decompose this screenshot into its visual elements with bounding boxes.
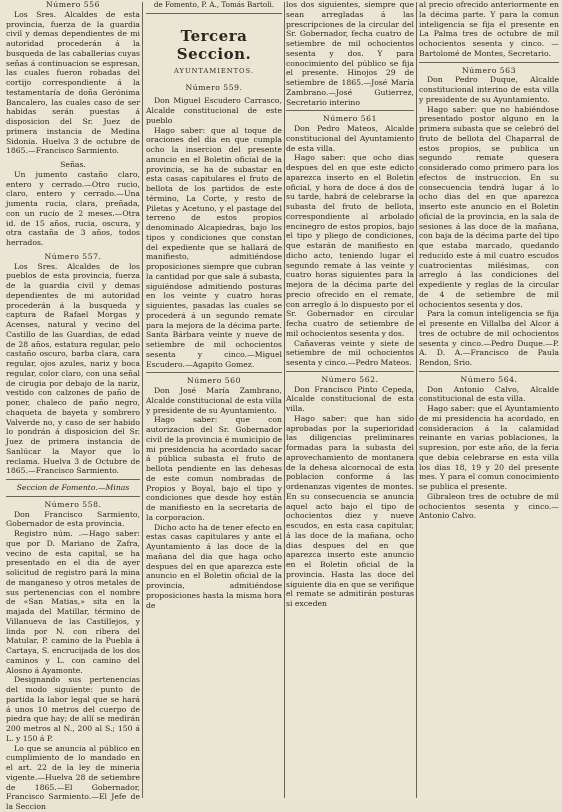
divider (419, 371, 559, 372)
divider (146, 372, 282, 373)
continuation-text: al precio ofrecido anteriormente en la décima parte. Y para la comun inteligencia se fija el presente en La Palma tres de octubre de mil ochocientos sesenta y cinco. —Bartolomé de Montes, Secretario. (419, 0, 559, 58)
notice-561-heading: Don Pedro Mateos, Alcalde constitucional del Ayuntamiento de esta villa. (286, 124, 414, 153)
notice-558-pertenencias: Designando sus pertenencias del modo siguiente: punto de partida la labor legal que se hará á unos 10 metros del cuerpo de piedra que hay; de allí se medirán 200 metros al N., 200 al S.; 150 á L. y 150 á P. (6, 675, 140, 743)
notice-559-text: Hago saber: que al toque de oraciones del dia en que cumpla ocho la insercion del presente anuncio en el Boletin oficial de la provincia, se ha de subastar en esta casas capitulares el fruto de bellota de los partidos de este término, La Corte, y resto de Piletas y Acetuno, y el pastage del terreno de estos propios denominado Alcapiedras, bajo los tipos y condiciones que constan del expediente que se hallará de manifiesto, admitiéndose proposiciones siempre que cubran la cantidad por que sale á subasta, siguiéndose admitiendo posturas en los veinte y cuatro horas siguientes, pasadas las cuales se procederá á un segundo remate para la mejora de la décima parte. Santa Bárbara veinte y nueve de setiembre de mil ochocientos sesenta y cinco.—Miguel Escudero.—Agapito Gomez. (146, 125, 282, 369)
divider (419, 62, 559, 63)
notice-number-564: Número 564. (460, 374, 518, 384)
column-4 (419, 0, 559, 800)
notice-number-562: Número 562. (321, 374, 379, 384)
divider (146, 13, 282, 14)
notice-number-560: Número 560 (187, 376, 241, 386)
section-heading-fomento: Seccion de Fomento.—Minas (16, 483, 130, 492)
notice-557-text: Los Sres. Alcaldes de los pueblos de esta provincia, fuerza de la guardia civil y demas dependientes de mi autoridad procederán á la busqueda y captura de Rafael Morgas y Acenses, natural y vecino del Castillo de las Guardias, de edad de 28 años, estatura regular, pelo castaño oscuro, barba clara, cara regular, ojos azules, nariz y boca regular, color claro, con una señal de cirugia por debajo de la nariz, vestido con calzones de paño de poner, chaleco de paño negro, chaqueta de bayeta y sombrero Valverde no, y caso de ser habido lo pondrán á disposicion del Sr. Juez de primera instancia de Sanlúcar la Mayor que lo reclama. Huelva 3 de Octubre de 1865.—Francisco Sarmiento. (6, 261, 140, 476)
subsection-title: AYUNTAMIENTOS. (173, 66, 255, 75)
notice-number-563: Número 563 (462, 65, 516, 75)
notice-563-closing: Para la comun inteligencia se fija el presente en Villalba del Alcor á tres de octubre de mil ochocientos sesenta y cinco.—Pedro Duque.—P. A. D. A.—Francisco de Paula Rendon, Srio. (419, 309, 559, 367)
notice-number-559: Número 559. (185, 82, 243, 92)
notice-563-heading: Don Pedro Duque, Alcalde constitucional interino de esta villa y presidente de su Ayuntamiento. (419, 75, 559, 104)
notice-558-heading: Don Francisco Sarmiento, Gobernador de esta provincia. (6, 509, 140, 529)
divider (286, 110, 414, 111)
continuation-text: de Fomento, P. A., Tomás Bartoli. (153, 0, 275, 9)
notice-number-557: Número 557. (44, 251, 102, 261)
notice-558-closing: Lo que se anuncia al público en cumplimiento de lo mandado en el art. 22 de la ley de mineria vigente.—Huelva 28 de setiembre de 1865.—El Gobernador, Francisco Sarmiento.—El Jefe de la Seccion (6, 743, 140, 811)
notice-556-text: Los Sres. Alcaldes de esta provincia, fuerza de la guardia civil y demas dependientes de mi autoridad procederán á la busqueda de las caballerias cuyas señas á continuacion se espresan, las cuales fueron robadas del cortijo correspondiente á la testamentaría de doña Gerónima Bancalero, las cuales caso de ser habidas serán puestas á disposicion del Sr. Juez de primera instancia de Medina Sidonia. Huelva 3 de octubre de 1865.—Francisco Sarmiento. (6, 9, 140, 156)
divider (6, 496, 140, 497)
column-1 (6, 0, 140, 811)
column-3 (286, 0, 414, 800)
notice-number-561: Número 561 (323, 114, 377, 124)
column-2 (146, 0, 282, 800)
notice-563-text: Hago saber: que no habiéndose presentado postor alguno en la primera subasta que se celebró del fruto de bellota del Chaparral de estos propios, se publica un segundo remate quesera considerado como primero para los efectos de instruccion. En su consecuencia tendrá lugar á lo ocho dias del en que aparezca inserto este anuncio en el Boletin oficial de la provincia, en la sala de sesiones á las doce de la mañana, con baja de la décima parte del tipo que estaba marcado, quedando reducido este á mil cuatro escudos cuatrocientas milésimas, con arreglo á las condiciones del expediente y reglas de la circular de 4 de setiembre de mil ochocientos sesenta y dos. (419, 104, 559, 309)
column-rule (142, 2, 143, 798)
senas-text: Un jumento castaño claro, entero y cerrado.—Otro rucio, claro, entero y cerrado.—Una jumenta rucia, clara, preñada, con un rucio de 2 meses.—Otra id. de 15 años, rucia, oscura, y otra castaña de 3 años, todos herrados. (6, 169, 140, 247)
notice-560-heading: Don José María Zambrano, Alcalde constitucional de esta villa y presidente de su Ayuntamiento. (146, 386, 282, 415)
senas-label: Señas. (60, 160, 86, 169)
notice-561-closing: Cañaveras veinte y siete de setiembre de mil ochocientos sesenta y cinco.—Pedro Mateos. (286, 338, 414, 367)
notice-564-closing: Gibraleon tres de octubre de mil ochocientos sesenta y cinco.—Antonio Calvo. (419, 491, 559, 521)
column-rule (416, 2, 417, 798)
divider (286, 371, 414, 372)
notice-564-heading: Don Antonio Calvo, Alcalde constitucional de esta villa. (419, 384, 559, 404)
notice-561-text: Hago saber: que ocho dias despues del en que este edicto aparezca inserto en el Boletin oficial, y hora de doce á dos de su tarde, habrá de celebrarse la subasta del fruto de bellota, correspondiente al arbolado encinegro de estos propios, bajo el tipo y pliego de condiciones, que estarán de manifiesto en dicho acto, teniendo lugar el segundo remate á las veinte y cuatro horas siguientes para la mejora de la décima parte del precio ofrecido en el remate, con arreglo á lo dispuesto por el Sr. Gobernador en circular fecha cuatro de setiembre de mil ochocientos sesenta y dos. (286, 153, 414, 338)
notice-number-556: Número 556 (46, 0, 100, 9)
continuation-text: los dos siguientes, siempre que sean arregladas á las prescripciones de la circular del Sr. Gobernador, fecha cuatro de setiembre de mil ochocientos sesenta y dos. Y para conocimiento del público se fija el presente. Hinojos 29 de setiembre de 1865.—José María Zambrano.—José Gutierrez, Secretario interino (286, 0, 414, 107)
notice-560-text-2: Dicho acto ha de tener efecto en estas casas capitulares y ante el Ayuntamiento á las doce de la mañana del dia que haga ocho despues del en que aparezca este anuncio en el Boletin oficial de la provincia, admitiéndose proposiciones hasta la misma hora de (146, 522, 282, 610)
notice-562-heading: Don Francisco Pinto Cepeda, Alcalde constitucional de esta villa. (286, 384, 414, 413)
notice-559-heading: Don Miguel Escudero Carrasco, Alcalde constitucional de este pueblo (146, 96, 282, 125)
column-rule (284, 2, 285, 798)
notice-number-558: Número 558. (44, 499, 102, 509)
notice-564-text: Hago saber: que el Ayuntamiento de mi presidencia ha acordado, en consideracion á la calamidad reinante en varias poblaciones, la supresion, por este año, de la feria que debia celebrarse en esta villa los dias 18, 19 y 20 del presente mes. Y para el comun conocimiento se publica el presente. (419, 404, 559, 491)
notice-560-text: Hago saber: que con autorizacion del Sr. Gobernador civil de la provincia é municipio de mi presidencia ha acordado sacar á pública subasta el fruto de bellota pendiente en las dehesas de este comun nombradas de Propios y Boyal, bajo el tipo y condiciones que desde hoy están de manifiesto en la secretaria de la corporacion. (146, 415, 282, 522)
section-title: Tercera Seccion. (176, 26, 252, 63)
divider (6, 479, 140, 480)
notice-558-text: Registro núm. .—Hago saber: que por D. Mariano de Zafra, vecino de esta capital, se ha presentado en el dia de ayer solicitud de registro pará la mina de manganeso y otros metales de sus pertenencias con el nombre de «San Matias,» sita en la majada del Matillar, término de Villanueva de las Castillejos, y linda por N. con ribera del Matular, P. camino de la Puebla á Cartaya, S. encrucijada de los dos caminos y L. con camino del Alosno á Ayamonte. (6, 529, 140, 675)
notice-562-text: Hago saber: que han sido aprobadas por la superioridad las diligencias preliminares formadas para la subasta del aprovechamiento de montanera de la dehesa alcornocal de esta poblacion conforme á las ordenanzas vigentes de montes. En su consecuencia se anuncia aquel acto bajo el tipo de ochocientos diez y nueve escudos, en esta casa capitular, á las doce de la mañana, ocho dias despues del en que aparezca inserto este anuncio en el Boletin oficial de la provincia. Hasta las doce del siguiente dia en que se verifique el remate se admitirán posturas si exceden (286, 413, 414, 608)
